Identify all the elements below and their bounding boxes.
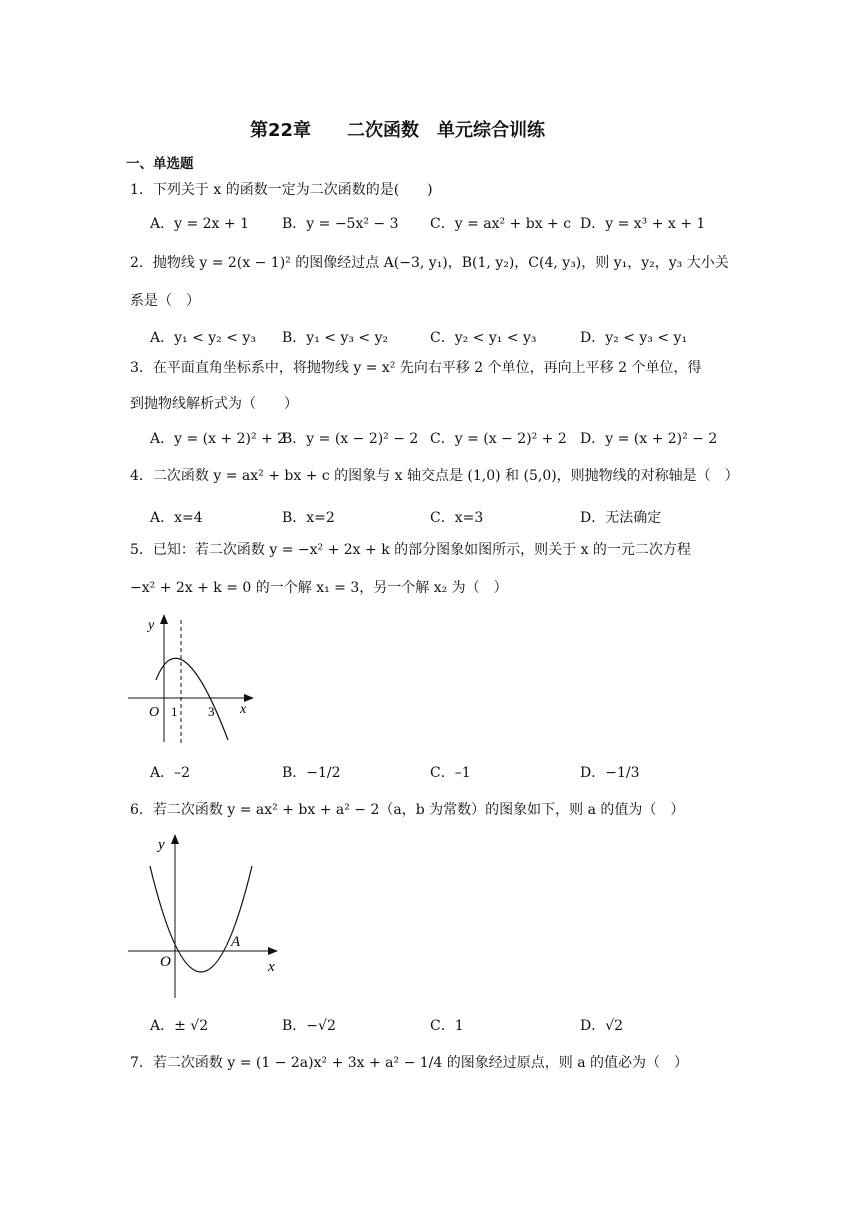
question-2-stem-line1: 2．抛物线 y = 2(x − 1)² 的图像经过点 A(−3, y₁)，B(1, y₂)，C(4, y₃)，则 y₁，y₂，y₃ 大小关 <box>130 255 729 271</box>
q5-x-label: x <box>240 702 247 717</box>
q5-parabola-curve <box>156 658 228 740</box>
section-heading: 一、单选题 <box>126 156 194 172</box>
q3-option-d[interactable]: D．y = (x + 2)² − 2 <box>580 431 718 447</box>
q3-option-a[interactable]: A．y = (x + 2)² + 2 <box>150 431 287 447</box>
q6-x-axis-arrow <box>268 947 278 955</box>
q2-option-b[interactable]: B．y₁ < y₃ < y₂ <box>282 330 389 346</box>
q6-origin-label: O <box>160 954 171 970</box>
page-title: 第22章 二次函数 单元综合训练 <box>250 120 546 141</box>
q5-option-c[interactable]: C．–1 <box>430 765 471 781</box>
q1-option-b[interactable]: B．y = −5x² − 3 <box>282 216 399 232</box>
question-7-stem: 7．若二次函数 y = (1 − 2a)x² + 3x + a² − 1/4 的图象经过原点，则 a 的值必为（ ） <box>130 1055 689 1071</box>
q5-y-axis-arrow <box>160 614 168 624</box>
q6-y-label: y <box>158 837 165 853</box>
question-3-stem-line2: 到抛物线解析式为（ ） <box>130 396 298 412</box>
q6-y-axis-arrow <box>171 834 179 844</box>
q5-option-d[interactable]: D．−1/3 <box>580 765 640 781</box>
q6-option-b[interactable]: B．−√2 <box>282 1018 336 1034</box>
question-6-stem: 6．若二次函数 y = ax² + bx + a² − 2（a，b 为常数）的图象如下，则 a 的值为（ ） <box>130 802 685 818</box>
q2-option-c[interactable]: C．y₂ < y₁ < y₃ <box>430 330 537 346</box>
q6-option-a[interactable]: A．± √2 <box>150 1018 209 1034</box>
q4-option-c[interactable]: C．x=3 <box>430 510 484 526</box>
question-5-stem-line1: 5．已知：若二次函数 y = −x² + 2x + k 的部分图象如图所示，则关于 x 的一元二次方程 <box>130 542 691 558</box>
q1-option-a[interactable]: A．y = 2x + 1 <box>150 216 249 232</box>
q2-option-a[interactable]: A．y₁ < y₂ < y₃ <box>150 330 256 346</box>
question-3-stem-line1: 3．在平面直角坐标系中，将抛物线 y = x² 先向右平移 2 个单位，再向上平移 2 个单位，得 <box>130 360 702 376</box>
q4-option-d[interactable]: D．无法确定 <box>580 510 662 526</box>
q6-x-label: x <box>268 959 275 975</box>
q5-origin-label: O <box>149 705 160 720</box>
q5-option-b[interactable]: B．−1/2 <box>282 765 341 781</box>
question-1-stem: 1．下列关于 x 的函数一定为二次函数的是( ) <box>130 182 433 198</box>
q5-parabola-figure <box>124 612 260 748</box>
q3-option-c[interactable]: C．y = (x − 2)² + 2 <box>430 431 567 447</box>
q2-option-d[interactable]: D．y₂ < y₃ < y₁ <box>580 330 688 346</box>
q4-option-b[interactable]: B．x=2 <box>282 510 335 526</box>
q5-x-axis-arrow <box>244 694 254 702</box>
q1-option-d[interactable]: D．y = x³ + x + 1 <box>580 216 706 232</box>
question-4-stem: 4．二次函数 y = ax² + bx + c 的图象与 x 轴交点是 (1,0) 和 (5,0)，则抛物线的对称轴是（ ） <box>130 468 739 484</box>
q6-parabola-figure <box>124 830 284 1002</box>
q5-tick-1: 1 <box>171 704 178 719</box>
q1-option-c[interactable]: C．y = ax² + bx + c <box>430 216 572 232</box>
q4-option-a[interactable]: A．x=4 <box>150 510 203 526</box>
q3-option-b[interactable]: B．y = (x − 2)² − 2 <box>282 431 419 447</box>
question-2-stem-line2: 系是（ ） <box>130 293 200 309</box>
q6-option-d[interactable]: D．√2 <box>580 1018 624 1034</box>
q6-option-c[interactable]: C．1 <box>430 1018 464 1034</box>
q6-point-a-label: A <box>231 934 241 950</box>
question-5-stem-line2: −x² + 2x + k = 0 的一个解 x₁ = 3，另一个解 x₂ 为（ ） <box>130 580 508 596</box>
q5-y-label: y <box>148 618 155 633</box>
q5-tick-3: 3 <box>208 704 215 719</box>
q5-option-a[interactable]: A．–2 <box>150 765 191 781</box>
